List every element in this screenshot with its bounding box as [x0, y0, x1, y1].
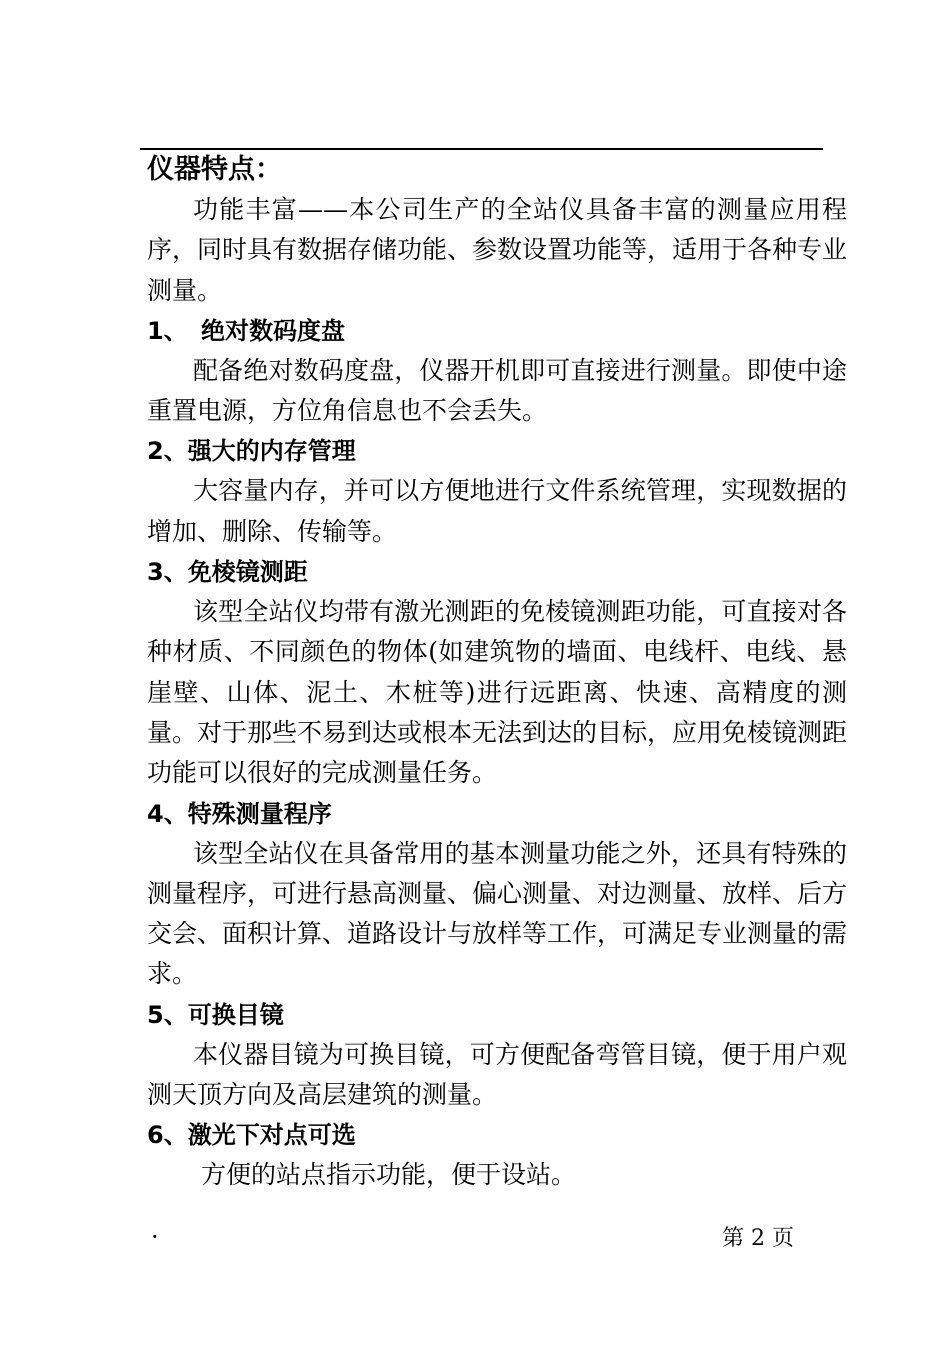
section-paragraph: 大容量内存，并可以方便地进行文件系统管理，实现数据的增加、删除、传输等。 — [147, 476, 847, 546]
section-title: 免棱镜测距 — [187, 558, 308, 587]
section-paragraph: 本仪器目镜为可换目镜，可方便配备弯管目镜，便于用户观测天顶方向及高层建筑的测量。 — [147, 1039, 847, 1110]
section-paragraph: 该型全站仪均带有激光测距的免棱镜测距功能，可直接对各种材质、不同颜色的物体(如建筑物的墙面、电线杆、电线、悬崖壁、山体、泥土、木桩等)进行远距离、快速、高精度的测量。对于那些不易到达或根本无法到达的目标，应用免棱镜测距功能可以很好的完成测量任务。 — [147, 597, 848, 788]
section-2 — [147, 431, 847, 552]
intro-paragraph: 功能丰富——本公司生产的全站仪具备丰富的测量应用程序，同时具有数据存储功能、参数设置功能等，适用于各种专业测量。 — [147, 195, 848, 305]
section-title: 激光下对点可选 — [187, 1121, 356, 1150]
section-title: 绝对数码度盘 — [201, 316, 345, 345]
section-paragraph: 该型全站仪在具备常用的基本测量功能之外，还具有特殊的测量程序，可进行悬高测量、偏心测量、对边测量、放样、后方交会、面积计算、道路设计与放样等工作，可满足专业测量的需求。 — [147, 838, 848, 989]
section-title: 可换目镜 — [187, 1000, 284, 1029]
document-body — [147, 150, 847, 1196]
section-heading — [147, 311, 847, 351]
section-heading — [147, 1115, 847, 1155]
section-5 — [147, 995, 847, 1116]
section-number: 1、 — [147, 316, 188, 345]
section-number: 4、 — [147, 799, 188, 828]
section-heading — [147, 552, 847, 592]
section-heading — [147, 794, 847, 834]
section-number: 6、 — [147, 1121, 188, 1150]
section-6 — [147, 1115, 847, 1195]
section-title: 特殊测量程序 — [187, 799, 332, 828]
page-title: 仪器特点： — [147, 154, 282, 185]
section-number: 2、 — [147, 437, 188, 466]
section-1 — [147, 311, 847, 432]
footer-bullet: · — [151, 1223, 159, 1251]
section-4 — [147, 794, 847, 995]
section-number: 5、 — [147, 1000, 188, 1029]
section-heading — [147, 995, 847, 1035]
section-3 — [147, 552, 847, 793]
section-paragraph: 配备绝对数码度盘，仪器开机即可直接进行测量。即使中途重置电源，方位角信息也不会丢失。 — [147, 355, 847, 426]
page-number: 第 2 页 — [722, 1226, 794, 1251]
section-number: 3、 — [147, 558, 188, 587]
section-heading — [147, 431, 847, 471]
section-paragraph: 方便的站点指示功能，便于设站。 — [201, 1160, 577, 1190]
section-title: 强大的内存管理 — [187, 437, 356, 466]
